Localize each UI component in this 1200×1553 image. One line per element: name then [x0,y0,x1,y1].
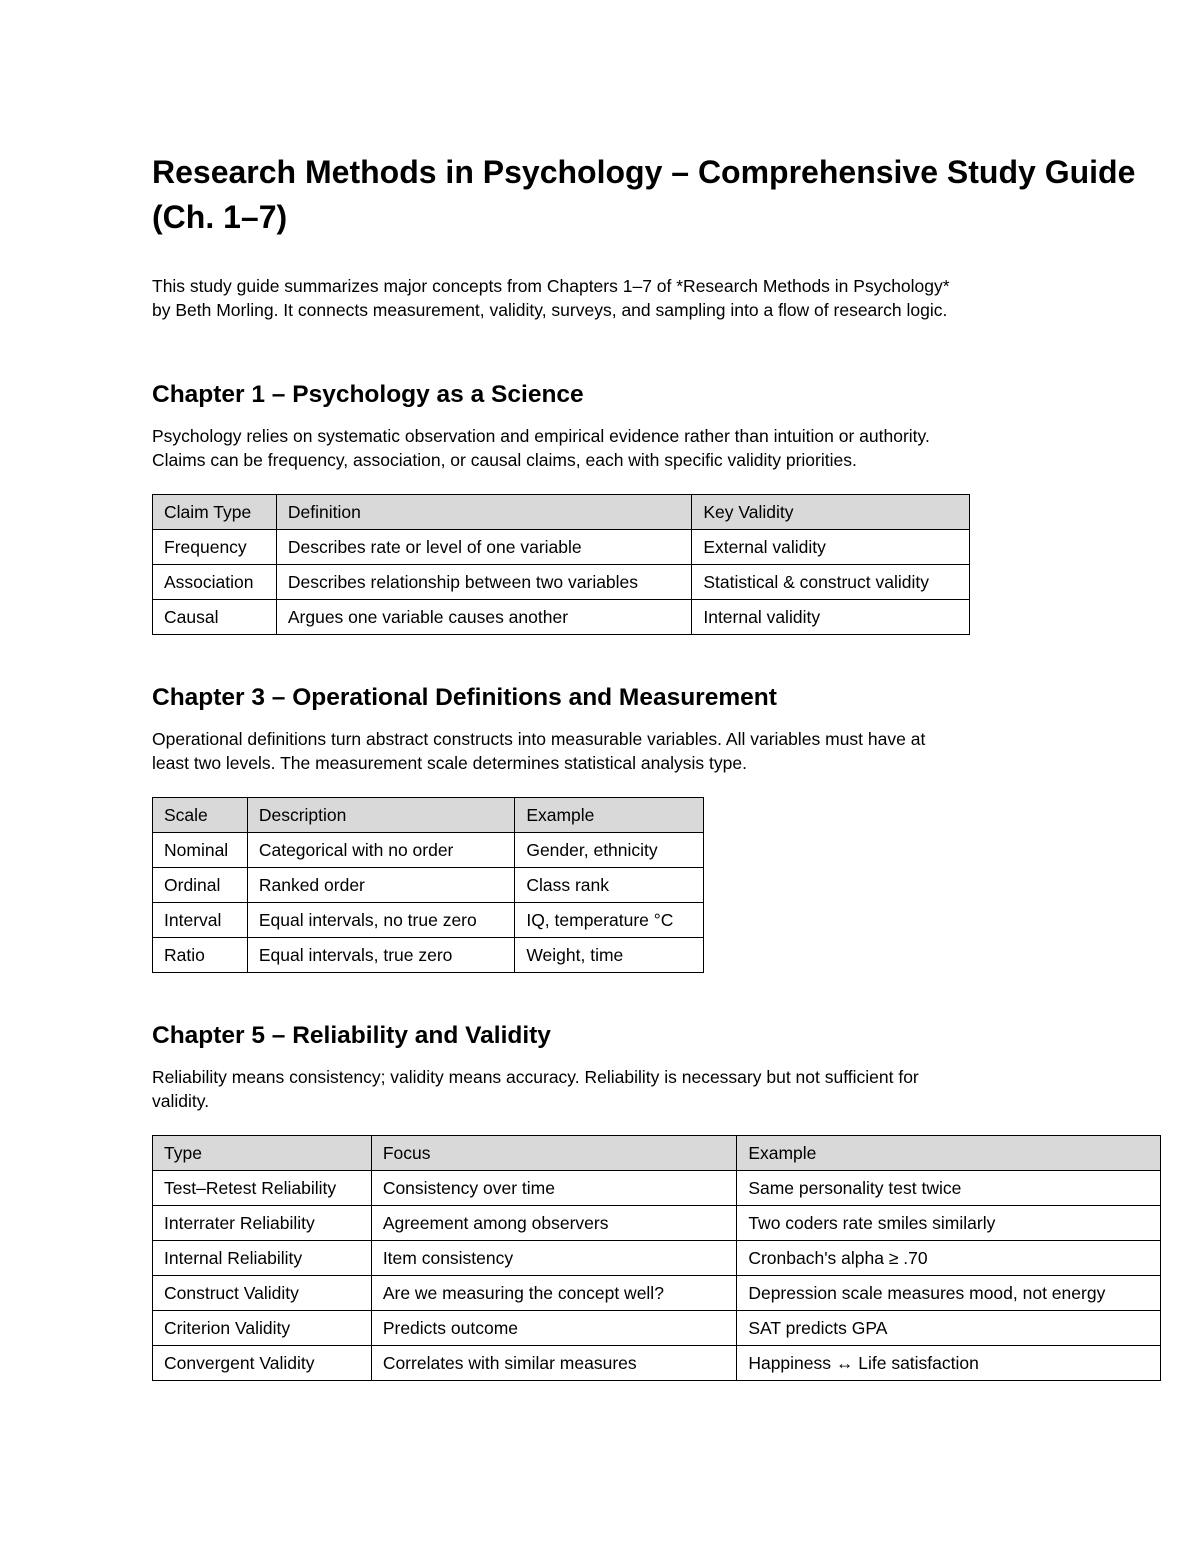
table-cell: SAT predicts GPA [737,1311,1161,1346]
intro-line-1: This study guide summarizes major concepts from Chapters 1–7 of *Research Methods in Psychology* [152,276,950,296]
table-row [153,1206,1161,1241]
table-cell: Categorical with no order [247,833,514,868]
table-cell: Are we measuring the concept well? [371,1276,737,1311]
header-cell: Example [737,1136,1161,1171]
header-cell: Description [247,798,514,833]
table-cell: Weight, time [515,938,704,973]
table-cell: Criterion Validity [153,1311,372,1346]
table-cell: Cronbach's alpha ≥ .70 [737,1241,1161,1276]
table-row [153,600,970,635]
table-cell: Equal intervals, true zero [247,938,514,973]
claim-types-table [152,494,970,635]
table-cell: Frequency [153,530,277,565]
table-cell: Ranked order [247,868,514,903]
header-cell: Claim Type [153,495,277,530]
chapter1-line-2: Claims can be frequency, association, or causal claims, each with specific validity priorities. [152,450,857,470]
table-cell: Ratio [153,938,248,973]
chapter3-paragraph [152,727,1172,775]
table-cell: Describes relationship between two variables [276,565,691,600]
intro-line-2: by Beth Morling. It connects measurement, validity, surveys, and sampling into a flow of research logic. [152,300,948,320]
table-cell: Construct Validity [153,1276,372,1311]
table-row [153,1241,1161,1276]
table-cell: Describes rate or level of one variable [276,530,691,565]
header-cell: Example [515,798,704,833]
table-cell: Gender, ethnicity [515,833,704,868]
table-cell: Predicts outcome [371,1311,737,1346]
chapter1-title: Chapter 1 – Psychology as a Science [152,381,584,408]
table-cell: External validity [692,530,970,565]
table-row [153,530,970,565]
reliability-validity-table [152,1135,1161,1381]
chapter3-line-2: least two levels. The measurement scale determines statistical analysis type. [152,753,747,773]
table-cell: IQ, temperature °C [515,903,704,938]
chapter5-line-1: Reliability means consistency; validity means accuracy. Reliability is necessary but not sufficient for [152,1067,919,1087]
table-header-row [153,798,704,833]
header-cell: Scale [153,798,248,833]
table-header-row [153,1136,1161,1171]
table-cell: Equal intervals, no true zero [247,903,514,938]
header-cell: Definition [276,495,691,530]
table-cell: Internal Reliability [153,1241,372,1276]
measurement-scales-table [152,797,704,973]
table-cell: Convergent Validity [153,1346,372,1381]
chapter5-paragraph [152,1065,1172,1113]
table-row [153,1276,1161,1311]
intro-paragraph [152,274,1172,322]
table-cell: Association [153,565,277,600]
table-row [153,1346,1161,1381]
table-header-row [153,495,970,530]
header-cell: Key Validity [692,495,970,530]
page-title: Research Methods in Psychology – Comprehensive Study Guide (Ch. 1–7) [152,154,1136,235]
chapter3-line-1: Operational definitions turn abstract constructs into measurable variables. All variables must have at [152,729,926,749]
table-row [153,868,704,903]
header-cell: Focus [371,1136,737,1171]
chapter1-paragraph [152,424,1172,472]
table-cell: Item consistency [371,1241,737,1276]
table-cell: Happiness ↔ Life satisfaction [737,1346,1161,1381]
header-cell: Type [153,1136,372,1171]
table-cell: Argues one variable causes another [276,600,691,635]
table-cell: Interval [153,903,248,938]
table-cell: Agreement among observers [371,1206,737,1241]
table-cell: Statistical & construct validity [692,565,970,600]
table-cell: Causal [153,600,277,635]
table-row [153,938,704,973]
chapter3-title: Chapter 3 – Operational Definitions and Measurement [152,684,777,711]
table-cell: Depression scale measures mood, not energy [737,1276,1161,1311]
table-row [153,1311,1161,1346]
table-cell: Ordinal [153,868,248,903]
table-cell: Interrater Reliability [153,1206,372,1241]
table-cell: Two coders rate smiles similarly [737,1206,1161,1241]
table-row [153,833,704,868]
chapter5-line-2: validity. [152,1091,210,1111]
table-cell: Class rank [515,868,704,903]
table-row [153,903,704,938]
chapter1-line-1: Psychology relies on systematic observation and empirical evidence rather than intuition or authority. [152,426,930,446]
chapter5-title: Chapter 5 – Reliability and Validity [152,1022,551,1049]
table-cell: Internal validity [692,600,970,635]
table-row [153,565,970,600]
table-cell: Test–Retest Reliability [153,1171,372,1206]
document-page [152,150,1172,1381]
table-cell: Consistency over time [371,1171,737,1206]
table-cell: Correlates with similar measures [371,1346,737,1381]
table-cell: Nominal [153,833,248,868]
table-cell: Same personality test twice [737,1171,1161,1206]
table-row [153,1171,1161,1206]
